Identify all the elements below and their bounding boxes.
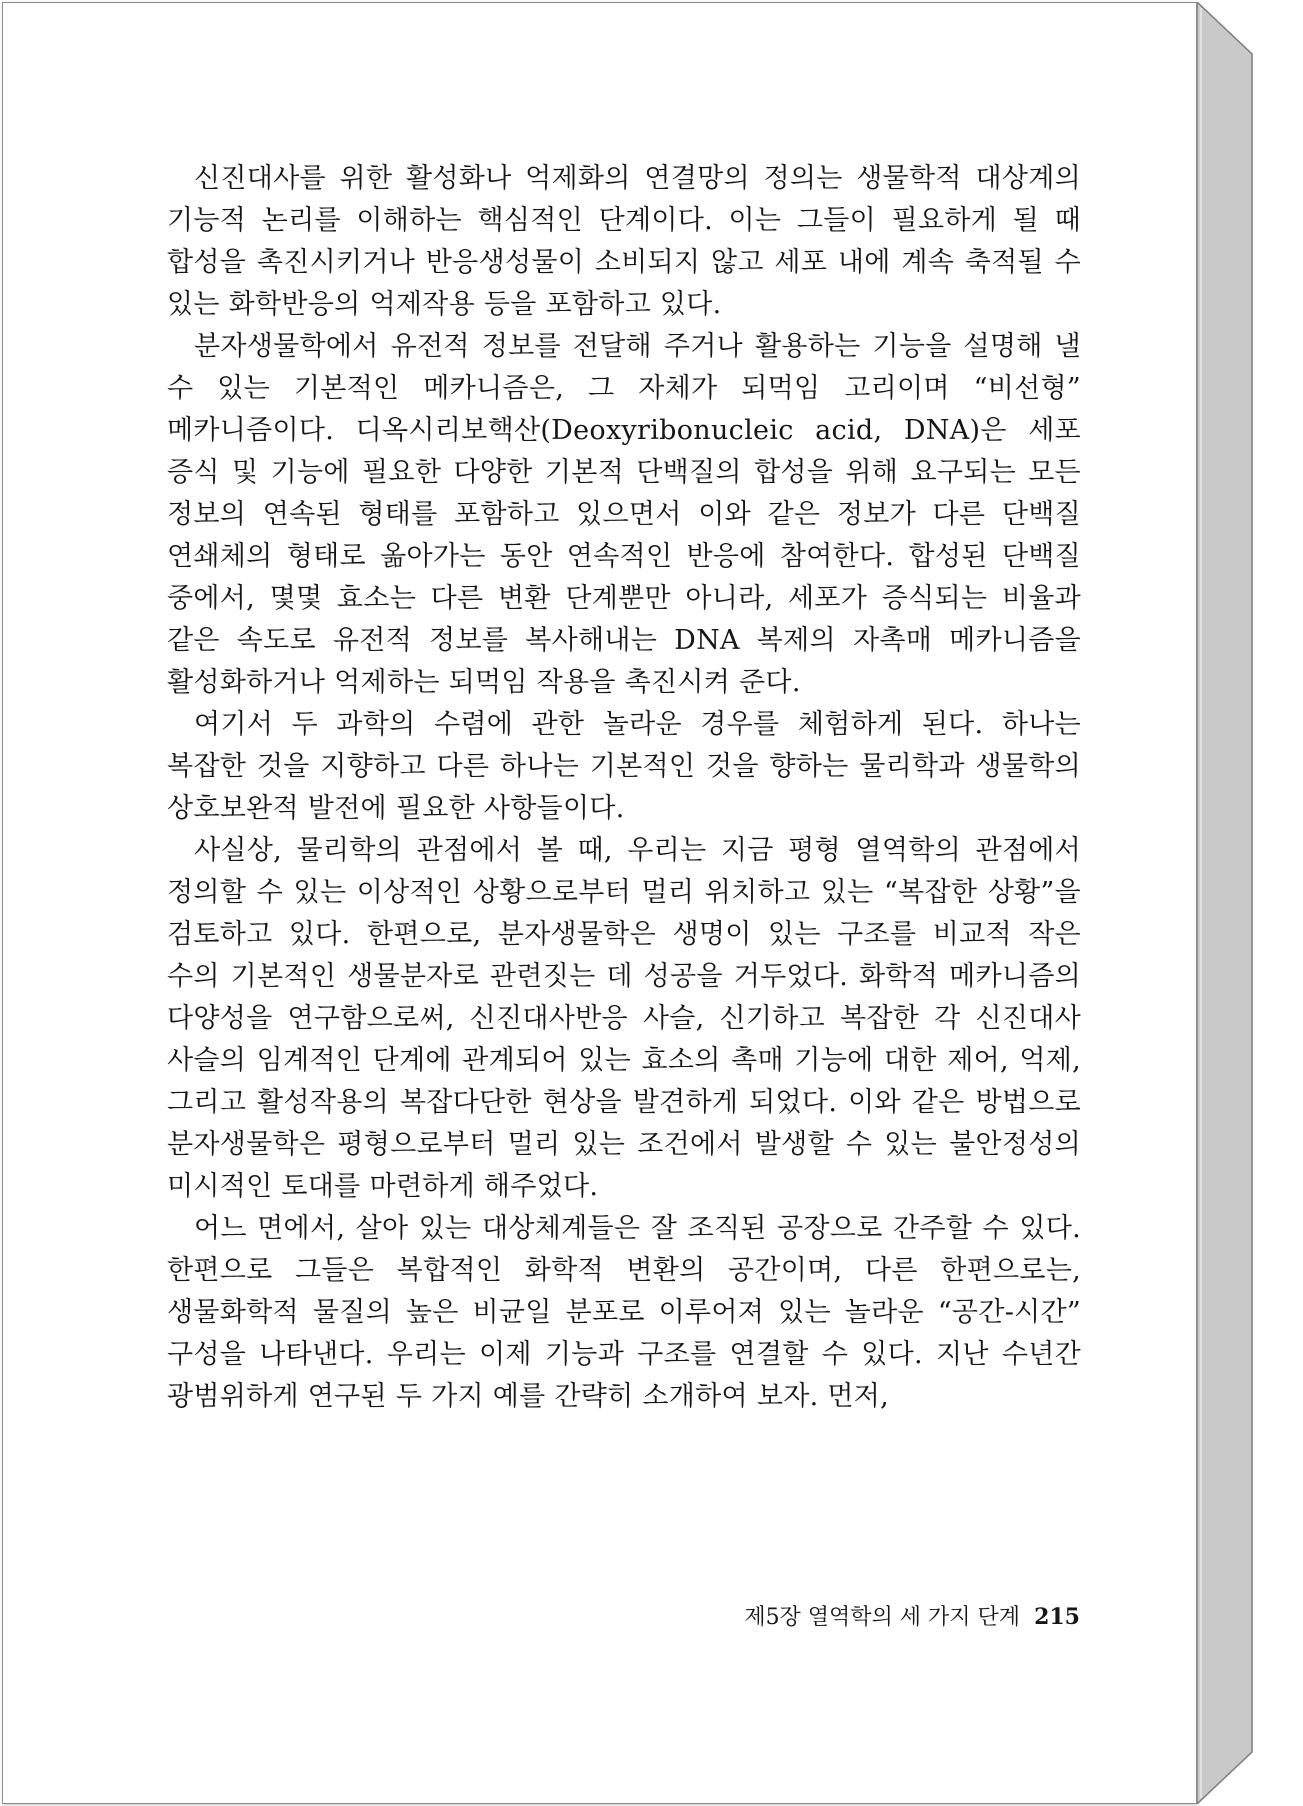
page-footer <box>680 1600 1080 1631</box>
paragraph: 어느 면에서, 살아 있는 대상체계들은 잘 조직된 공장으로 간주할 수 있다. 한편으로 그들은 복합적인 화학적 변환의 공간이며, 다른 한편으로는, 생물화학적 물질의 높은 비균일 분포로 이루어져 있는 놀라운 “공간-시간” 구성을 나타낸다. 우리는 이제 기능과 구조를 연결할 수 있다. 지난 수년간 광범위하게 연구된 두 가지 예를 간략히 소개하여 보자. 먼저, <box>167 1213 1081 1412</box>
chapter-title: 제5장 열역학의 세 가지 단계 <box>744 1605 1021 1630</box>
page-number: 215 <box>1034 1604 1080 1630</box>
page-edge-shape <box>1197 2 1301 1804</box>
body-text <box>167 158 1081 1418</box>
paragraph: 사실상, 물리학의 관점에서 볼 때, 우리는 지금 평형 열역학의 관점에서 정의할 수 있는 이상적인 상황으로부터 멀리 위치하고 있는 “복잡한 상황”을 검토하고 있다. 한편으로, 분자생물학은 생명이 있는 구조를 비교적 작은 수의 기본적인 생물분자로 관련짓는 데 성공을 거두었다. 화학적 메카니즘의 다양성을 연구함으로써, 신진대사반응 사슬, 신기하고 복잡한 각 신진대사 사슬의 임계적인 단계에 관계되어 있는 효소의 촉매 기능에 대한 제어, 억제, 그리고 활성작용의 복잡다단한 현상을 발견하게 되었다. 이와 같은 방법으로 분자생물학은 평형으로부터 멀리 있는 조건에서 발생할 수 있는 불안정성의 미시적인 토대를 마련하게 해주었다. <box>167 835 1081 1202</box>
paragraph: 여기서 두 과학의 수렴에 관한 놀라운 경우를 체험하게 된다. 하나는 복잡한 것을 지향하고 다른 하나는 기본적인 것을 향하는 물리학과 생물학의 상호보완적 발전에 필요한 사항들이다. <box>167 709 1081 824</box>
paragraph: 신진대사를 위한 활성화나 억제화의 연결망의 정의는 생물학적 대상계의 기능적 논리를 이해하는 핵심적인 단계이다. 이는 그들이 필요하게 될 때 합성을 촉진시키거나 반응생성물이 소비되지 않고 세포 내에 계속 축적될 수 있는 화학반응의 억제작용 등을 포함하고 있다. <box>167 163 1081 320</box>
paragraph: 분자생물학에서 유전적 정보를 전달해 주거나 활용하는 기능을 설명해 낼 수 있는 기본적인 메카니즘은, 그 자체가 되먹임 고리이며 “비선형” 메카니즘이다. 디옥시리보핵산(Deoxyribonucleic acid, DNA)은 세포 증식 및 기능에 필요한 다양한 기본적 단백질의 합성을 위해 요구되는 모든 정보의 연속된 형태를 포함하고 있으면서 이와 같은 정보가 다른 단백질 연쇄체의 형태로 옮아가는 동안 연속적인 반응에 참여한다. 합성된 단백질 중에서, 몇몇 효소는 다른 변환 단계뿐만 아니라, 세포가 증식되는 비율과 같은 속도로 유전적 정보를 복사해내는 DNA 복제의 자촉매 메카니즘을 활성화하거나 억제하는 되먹임 작용을 촉진시켜 준다. <box>167 331 1081 698</box>
